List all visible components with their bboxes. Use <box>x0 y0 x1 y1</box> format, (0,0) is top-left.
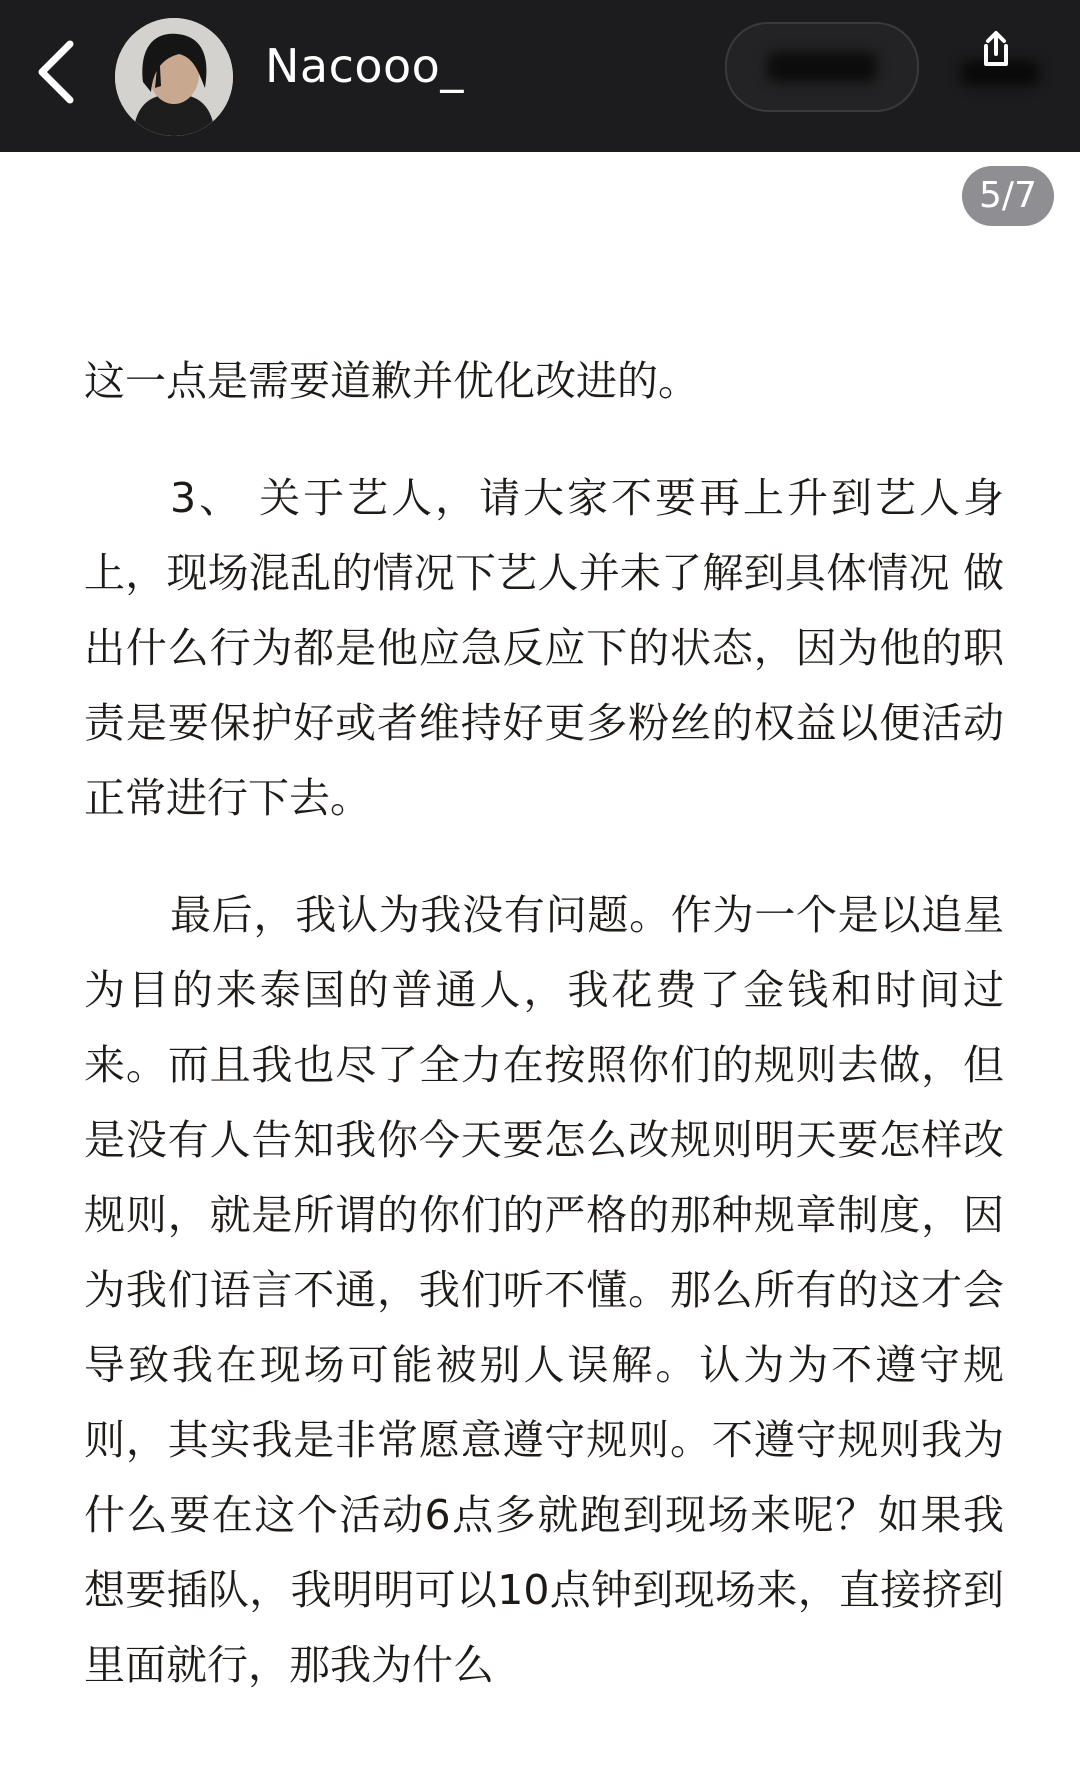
follow-button[interactable] <box>725 22 919 112</box>
page-indicator: 5/7 <box>962 166 1054 226</box>
share-button[interactable] <box>940 24 1060 114</box>
avatar-image <box>115 18 233 136</box>
article-paragraph: 这一点是需要道歉并优化改进的。 <box>84 357 699 405</box>
username[interactable]: Nacooo_ <box>265 39 464 93</box>
article-paragraph: 3、 关于艺人，请大家不要再上升到艺人身上，现场混乱的情况下艺人并未了解到具体情况 做出什么行为都是他应急反应下的状态，因为他的职责是要保护好或者维持好更多粉丝的权益以便活动正常进行下去。 <box>84 474 1004 822</box>
chevron-left-icon <box>28 32 84 112</box>
article-paragraph: 最后，我认为我没有问题。作为一个是以追星为目的来泰国的普通人，我花费了金钱和时间过来。而且我也尽了全力在按照你们的规则去做，但是没有人告知我你今天要怎么改规则明天要怎样改规则，就是所谓的你们的严格的那种规章制度，因为我们语言不通，我们听不懂。那么所有的这才会导致我在现场可能被别人误解。认为为不遵守规则，其实我是非常愿意遵守规则。不遵守规则我为什么要在这个活动6点多就跑到现场来呢？如果我想要插队，我明明可以10点钟到现场来，直接挤到里面就行，那我为什么 <box>84 891 1004 1689</box>
back-button[interactable] <box>28 32 84 112</box>
blurred-label <box>767 52 877 82</box>
article-body <box>84 344 1004 1745</box>
share-icon <box>978 30 1014 70</box>
avatar[interactable] <box>115 18 233 136</box>
top-bar <box>0 0 1080 152</box>
